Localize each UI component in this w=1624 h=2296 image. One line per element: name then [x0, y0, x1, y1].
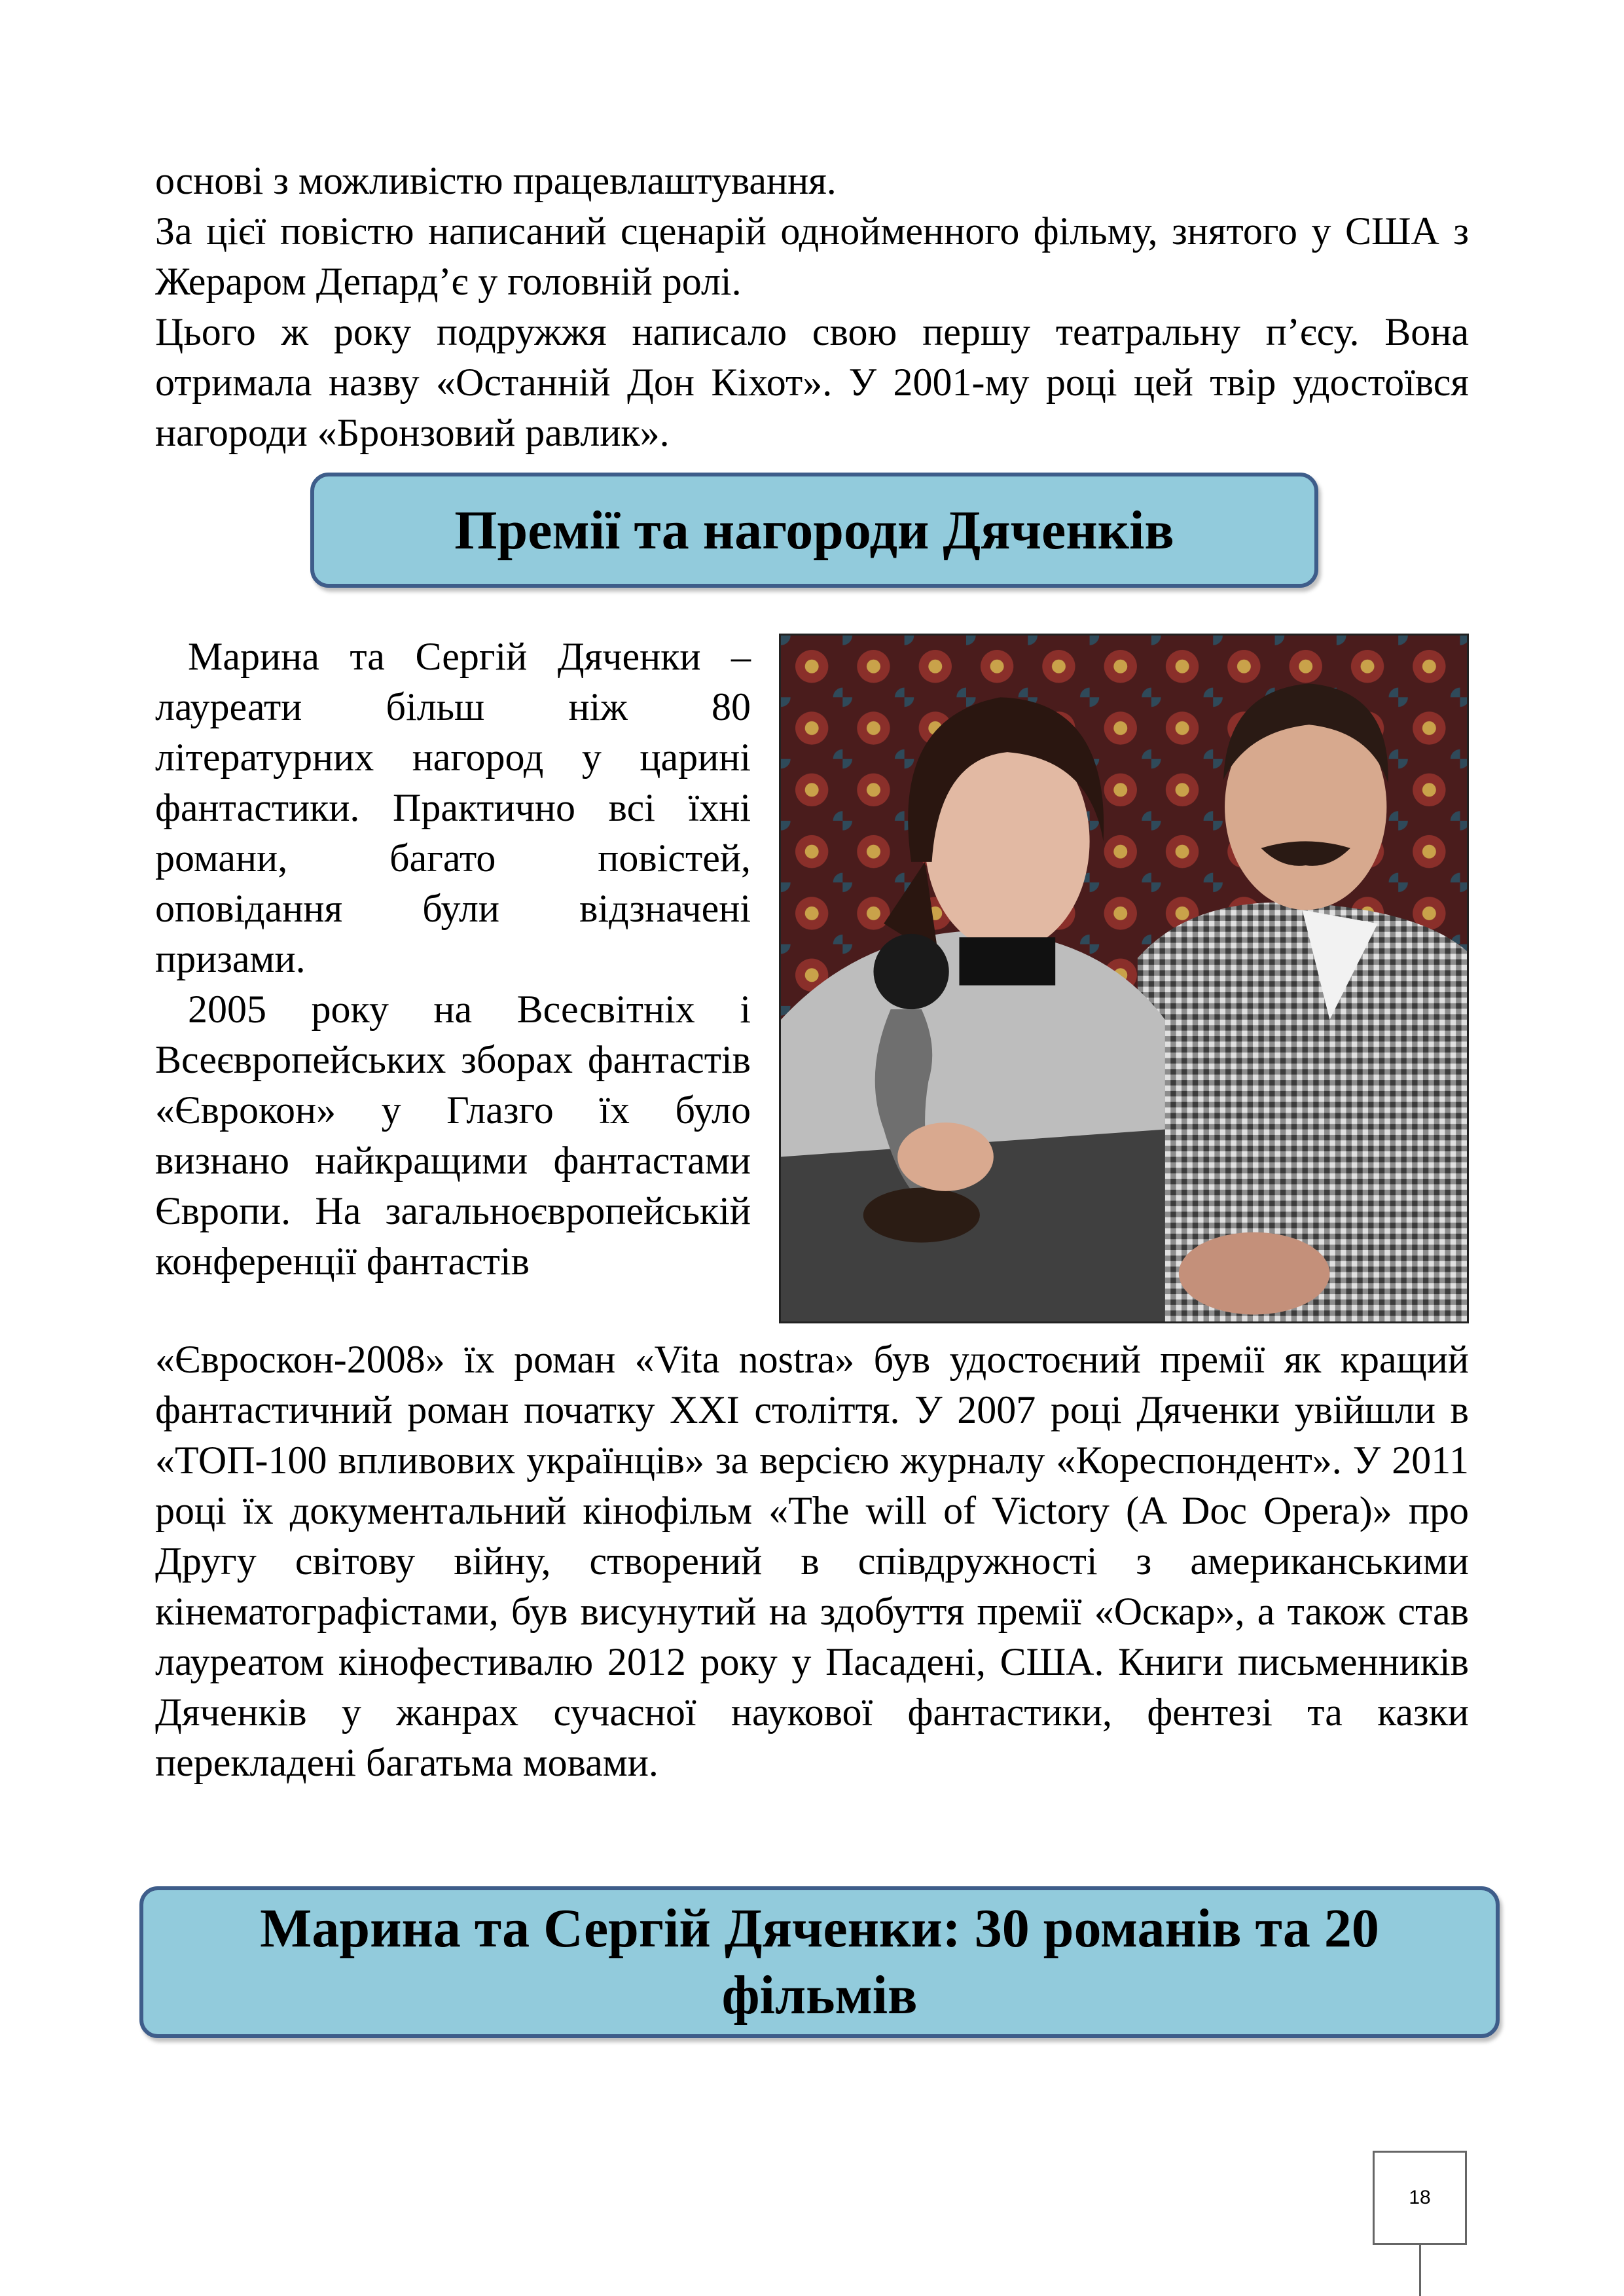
paragraph: За цієї повістю написаний сценарій однойменного фільму, знятого у США з Жераром Депард’є у головній ролі. — [155, 209, 1469, 303]
page-number-line — [1419, 2245, 1421, 2296]
paragraph: Цього ж року подружжя написало свою першу театральну п’єсу. Вона отримала назву «Останній Дон Кіхот». У 2001-му році цей твір удостоївся нагороди «Бронзовий равлик». — [155, 310, 1469, 454]
paragraph: Марина та Сергій Дяченки – лауреати більш ніж 80 літературних нагород у царині фантастики. Практично всі їхні романи, багато повістей, оповідання були відзначені призами. — [155, 635, 751, 980]
section-heading-novels: Марина та Сергій Дяченки: 30 романів та 20 фільмів — [139, 1886, 1500, 2038]
top-text-block — [155, 156, 1469, 458]
paragraph: «Єврoскон-2008» їх роман «Vita nostra» був удостоєний премії як кращий фантастичний роман початку XXI століття. У 2007 році Дяченки увійшли в «ТОП-100 впливових українців» за версією журналу «Кореспондент». У 2011 році їх документальний кінофільм «The will of Victory (A Doc Opera)» про Другу світову війну, створений в співдружності з американськими кінематографістами, був висунутий на здобуття премії «Оскар», а також став лауреатом кінофестивалю 2012 року у Пасадені, США. Книги письменників Дяченків у жанрах сучасної наукової фантастики, фентезі та казки перекладені багатьма мовами. — [155, 1338, 1469, 1784]
page-number: 18 — [1373, 2151, 1467, 2245]
bottom-text-block — [155, 1335, 1469, 1788]
authors-photo — [779, 634, 1469, 1323]
section-heading-awards: Премії та нагороди Дяченків — [310, 473, 1318, 588]
paragraph: основі з можливістю працевлаштування. — [155, 159, 837, 202]
column-text-block — [155, 632, 751, 1287]
paragraph: 2005 року на Всесвітніх і Всеєвропейських зборах фантастів «Єврокон» у Глазго їх було визнано найкращими фантастами Європи. На загальноєвропейській конференції фантастів — [155, 988, 751, 1283]
